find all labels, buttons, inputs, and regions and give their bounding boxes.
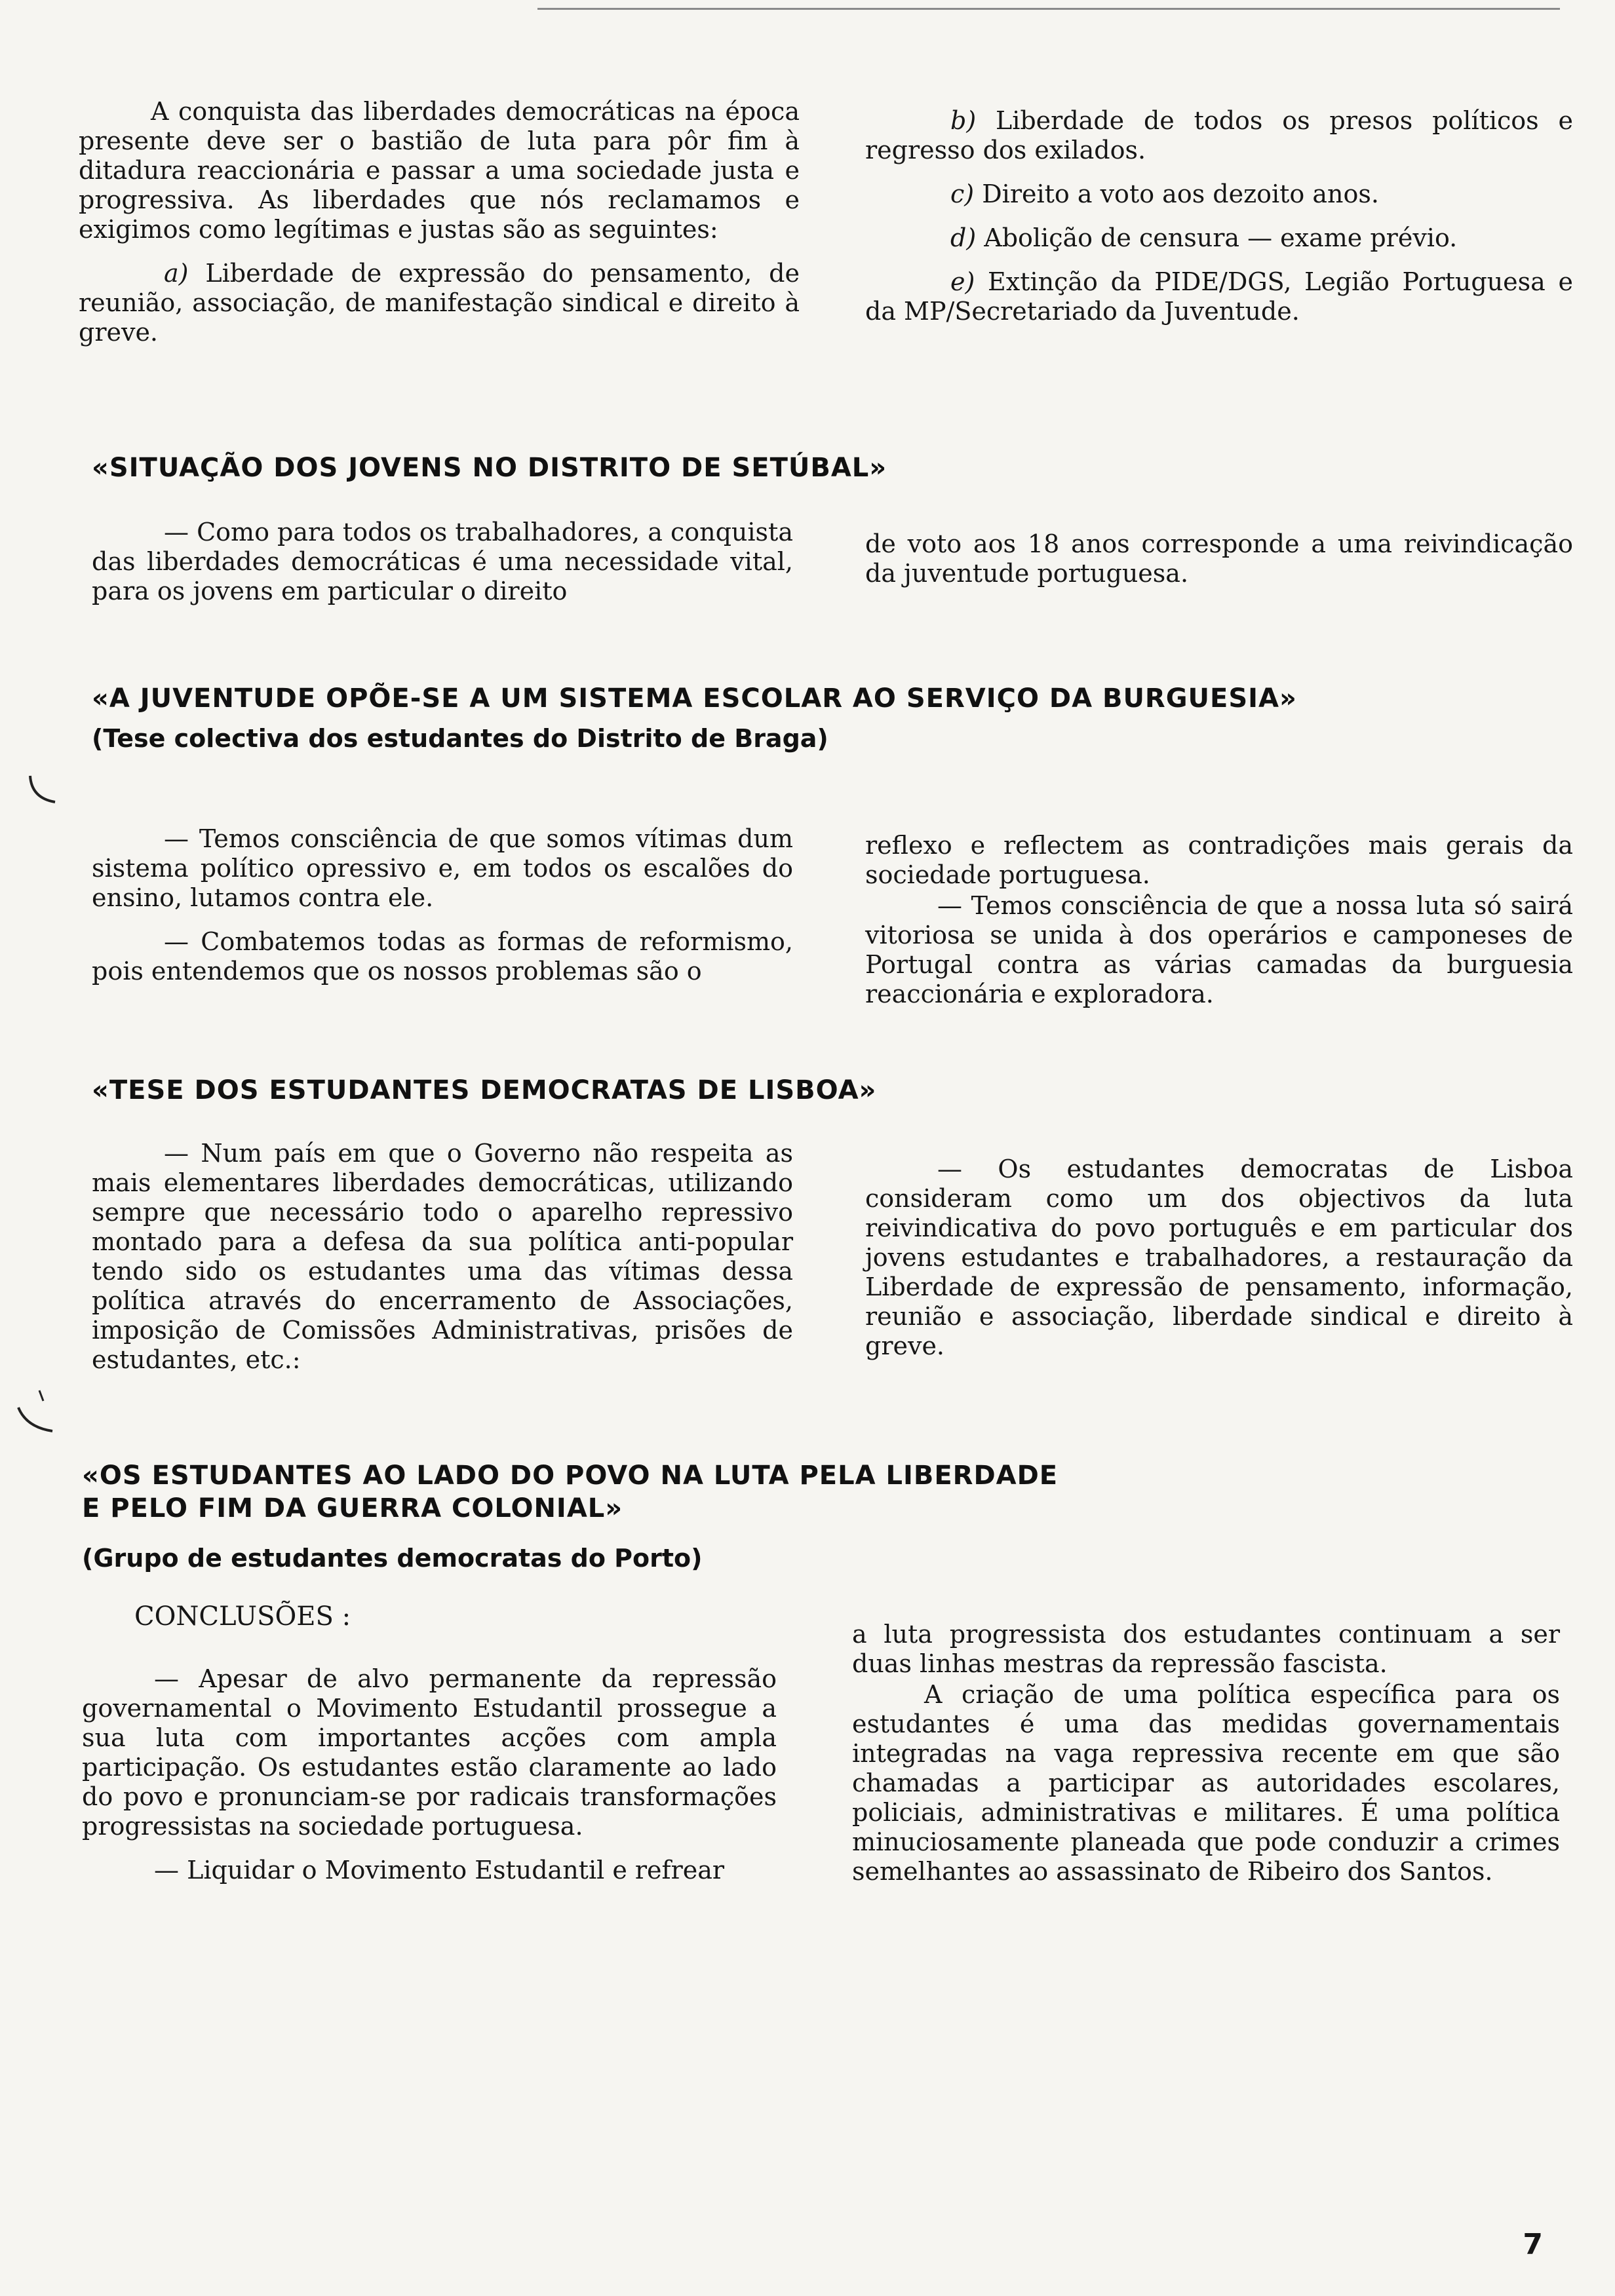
item-a-text: Liberdade de expressão do pensamento, de reunião, associação, de manifestação sindical e direito à greve. <box>79 259 800 347</box>
section2-left-column <box>92 518 793 621</box>
item-e <box>865 267 1573 326</box>
section3-left-column <box>92 824 793 1001</box>
page-number: 7 <box>1523 2228 1543 2261</box>
item-b <box>865 106 1573 165</box>
section2-right-column <box>865 529 1573 603</box>
section4-left-text: — Num país em que o Governo não respeita as mais elementares liberdades democráticas, utilizando sempre que necessário todo o aparelho repressivo montado para a defesa da sua política anti-popular tendo sido os estudantes uma das vítimas dessa política através do encerramento de Associações, imposição de Comissões Administrativas, prisões de estudantes, etc.: <box>92 1139 793 1374</box>
section5-left-p2: — Liquidar o Movimento Estudantil e refrear <box>154 1856 725 1885</box>
section2-right-text: de voto aos 18 anos corresponde a uma reivindicação da juventude portuguesa. <box>865 529 1573 588</box>
section5-left-p1: — Apesar de alvo permanente da repressão governamental o Movimento Estudantil prossegue a sua luta com importantes acções com ampla participação. Os estudantes estão claramente ao lado do povo e pronunciam-se por radicais transformações progressistas na sociedade portuguesa. <box>82 1664 777 1841</box>
item-e-text: Extinção da PIDE/DGS, Legião Portuguesa e da MP/Secretariado da Juventude. <box>865 267 1573 326</box>
item-b-label: b) <box>950 106 977 135</box>
item-d <box>865 223 1573 253</box>
section1-right-column <box>865 106 1573 341</box>
item-d-text: Abolição de censura — exame prévio. <box>984 223 1458 252</box>
section2-left-text: — Como para todos os trabalhadores, a conquista das liberdades democráticas é uma necessidade vital, para os jovens em particular o direito <box>92 518 793 605</box>
section3-heading: «A JUVENTUDE OPÕE-SE A UM SISTEMA ESCOLAR AO SERVIÇO DA BURGUESIA» <box>92 683 1297 714</box>
item-c <box>865 180 1573 209</box>
item-a <box>79 259 800 347</box>
section2-heading: «SITUAÇÃO DOS JOVENS NO DISTRITO DE SETÚBAL» <box>92 453 887 483</box>
section5-heading-line2: E PELO FIM DA GUERRA COLONIAL» <box>82 1493 623 1523</box>
item-c-text: Direito a voto aos dezoito anos. <box>982 180 1379 208</box>
section4-right-text: — Os estudantes democratas de Lisboa consideram como um dos objectivos da luta reivindicativa do povo português e em particular dos jovens estudantes e trabalhadores, a restauração da Liberdade de expressão de pensamento, informação, reunião e associação, liberdade sindical e direito à greve. <box>865 1155 1573 1360</box>
top-rule <box>537 8 1560 10</box>
section1-left-column <box>79 97 800 362</box>
section5-right-p1: a luta progressista dos estudantes continuam a ser duas linhas mestras da repressão fascista. <box>852 1620 1560 1678</box>
section5-heading-line1: «OS ESTUDANTES AO LADO DO POVO NA LUTA PELA LIBERDADE <box>82 1461 1059 1491</box>
section4-heading: «TESE DOS ESTUDANTES DEMOCRATAS DE LISBOA» <box>92 1075 877 1105</box>
section3-left-p1: — Temos consciência de que somos vítimas dum sistema político opressivo e, em todos os escalões do ensino, lutamos contra ele. <box>92 824 793 912</box>
section5-right-column <box>852 1620 1560 1901</box>
item-c-label: c) <box>950 180 975 208</box>
conclusoes-label: CONCLUSÕES : <box>134 1601 351 1632</box>
section3-subheading: (Tese colectiva dos estudantes do Distrito de Braga) <box>92 724 828 753</box>
item-e-label: e) <box>950 267 975 296</box>
section3-right-p2: — Temos consciência de que a nossa luta só sairá vitoriosa se unida à dos operários e camponeses de Portugal contra as várias camadas da burguesia reaccionária e exploradora. <box>865 891 1573 1008</box>
item-b-text: Liberdade de todos os presos políticos e regresso dos exilados. <box>865 106 1573 164</box>
item-a-label: a) <box>164 259 189 288</box>
section4-right-column <box>865 1155 1573 1375</box>
intro-paragraph: A conquista das liberdades democráticas na época presente deve ser o bastião de luta para pôr fim à ditadura reaccionária e passar a uma sociedade justa e progressiva. As liberdades que nós reclamamos e exigimos como legítimas e justas são as seguintes: <box>79 97 800 244</box>
section5-right-p2: A criação de uma política específica para os estudantes é uma das medidas governamentais integradas na vaga repressiva recente em que são chamadas a participar as autoridades escolares, policiais, administrativas e militares. É uma política minuciosamente planeada que pode conduzir a crimes semelhantes ao assassinato de Ribeiro dos Santos. <box>852 1680 1560 1886</box>
item-d-label: d) <box>950 223 977 252</box>
section4-left-column <box>92 1139 793 1389</box>
section3-right-column <box>865 831 1573 1024</box>
section3-left-p2: — Combatemos todas as formas de reformismo, pois entendemos que os nossos problemas são o <box>92 927 793 985</box>
section5-subheading: (Grupo de estudantes democratas do Porto) <box>82 1544 703 1573</box>
scan-mark-lower <box>13 1388 59 1440</box>
scan-mark-upper <box>22 772 62 811</box>
section5-left-column <box>82 1664 777 1900</box>
section3-right-p1: reflexo e reflectem as contradições mais gerais da sociedade portuguesa. <box>865 831 1573 889</box>
